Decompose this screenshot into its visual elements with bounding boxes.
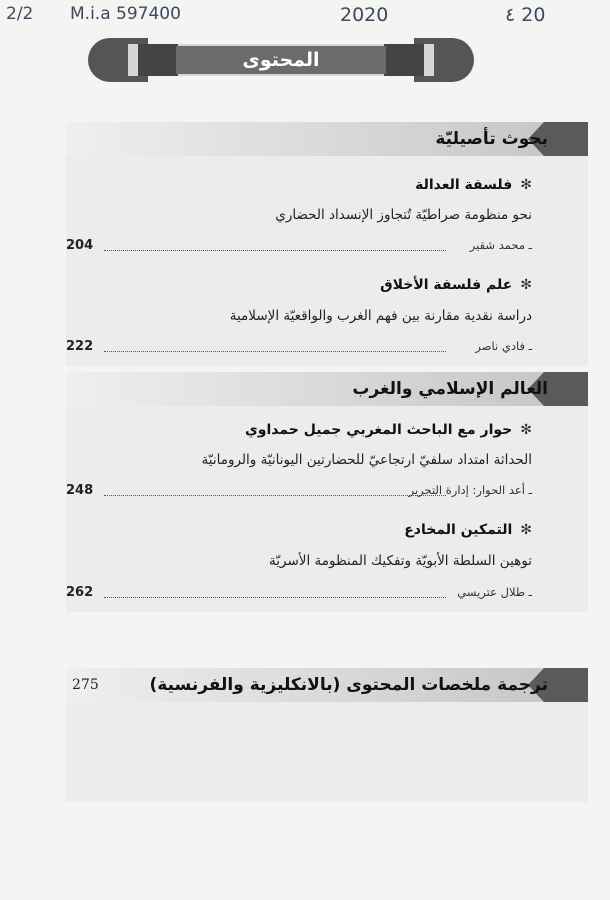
entry-byline <box>66 585 532 603</box>
page-number: 248 <box>66 483 94 498</box>
entry-author: ـ محمد شقير <box>469 238 532 252</box>
entry-byline <box>66 483 532 501</box>
leader-dots <box>104 351 446 352</box>
page-number: 222 <box>66 339 94 354</box>
entry-topic: ✻علم فلسفة الأخلاق <box>380 277 532 293</box>
entry-article: نحو منظومة صراطيّة تُتجاوز الإنسداد الحضاري <box>275 207 532 223</box>
section-header <box>66 668 588 702</box>
page-number: 275 <box>72 677 99 693</box>
page-number: 262 <box>66 585 94 600</box>
section-header <box>66 372 588 406</box>
banner-block-left <box>138 44 178 76</box>
section-3-background <box>66 702 588 802</box>
section-heading: العالم الإسلامي والغرب <box>352 379 548 399</box>
entry-byline <box>66 238 532 256</box>
entry-topic: ✻التمكين المخادع <box>404 522 532 538</box>
entry-article: الحداثة امتداد سلفيّ ارتجاعيّ للحضارتين اليونانيّة والرومانيّة <box>201 452 532 468</box>
title-banner <box>88 38 474 82</box>
leader-dots <box>104 495 446 496</box>
entry-topic: ✻فلسفة العدالة <box>415 177 532 193</box>
leader-dots <box>104 597 446 598</box>
section-heading: بحوث تأصيليّة <box>435 129 548 149</box>
bullet-icon: ✻ <box>520 277 532 293</box>
banner-block-right <box>384 44 424 76</box>
handwritten-page-fraction: 2/2 <box>6 4 34 24</box>
bullet-icon: ✻ <box>520 422 532 438</box>
entry-byline <box>66 339 532 357</box>
entry-author: ـ طلال عتريسي <box>457 585 532 599</box>
handwritten-date: ٤ 20 <box>505 4 546 26</box>
section-header <box>66 122 588 156</box>
leader-dots <box>104 250 446 251</box>
page-title: المحتوى <box>176 46 386 74</box>
bullet-icon: ✻ <box>520 522 532 538</box>
handwritten-code: M.i.a 597400 <box>70 4 181 24</box>
entry-article: دراسة نقدية مقارنة بين فهم الغرب والواقعيّة الإسلامية <box>229 308 532 324</box>
handwritten-year: 2020 <box>340 4 389 26</box>
page-number: 204 <box>66 238 94 253</box>
entry-author: ـ أعد الحوار: إدارة التحرير <box>408 483 532 497</box>
entry-article: توهين السلطة الأبويّة وتفكيك المنظومة الأسريّة <box>269 553 532 569</box>
entry-author: ـ فادي ناصر <box>475 339 532 353</box>
entry-topic: ✻حوار مع الباحث المغربي جميل حمداوي <box>244 422 532 438</box>
section-heading: ترجمة ملخصات المحتوى (بالانكليزية والفرنسية) <box>149 675 548 695</box>
bullet-icon: ✻ <box>520 177 532 193</box>
